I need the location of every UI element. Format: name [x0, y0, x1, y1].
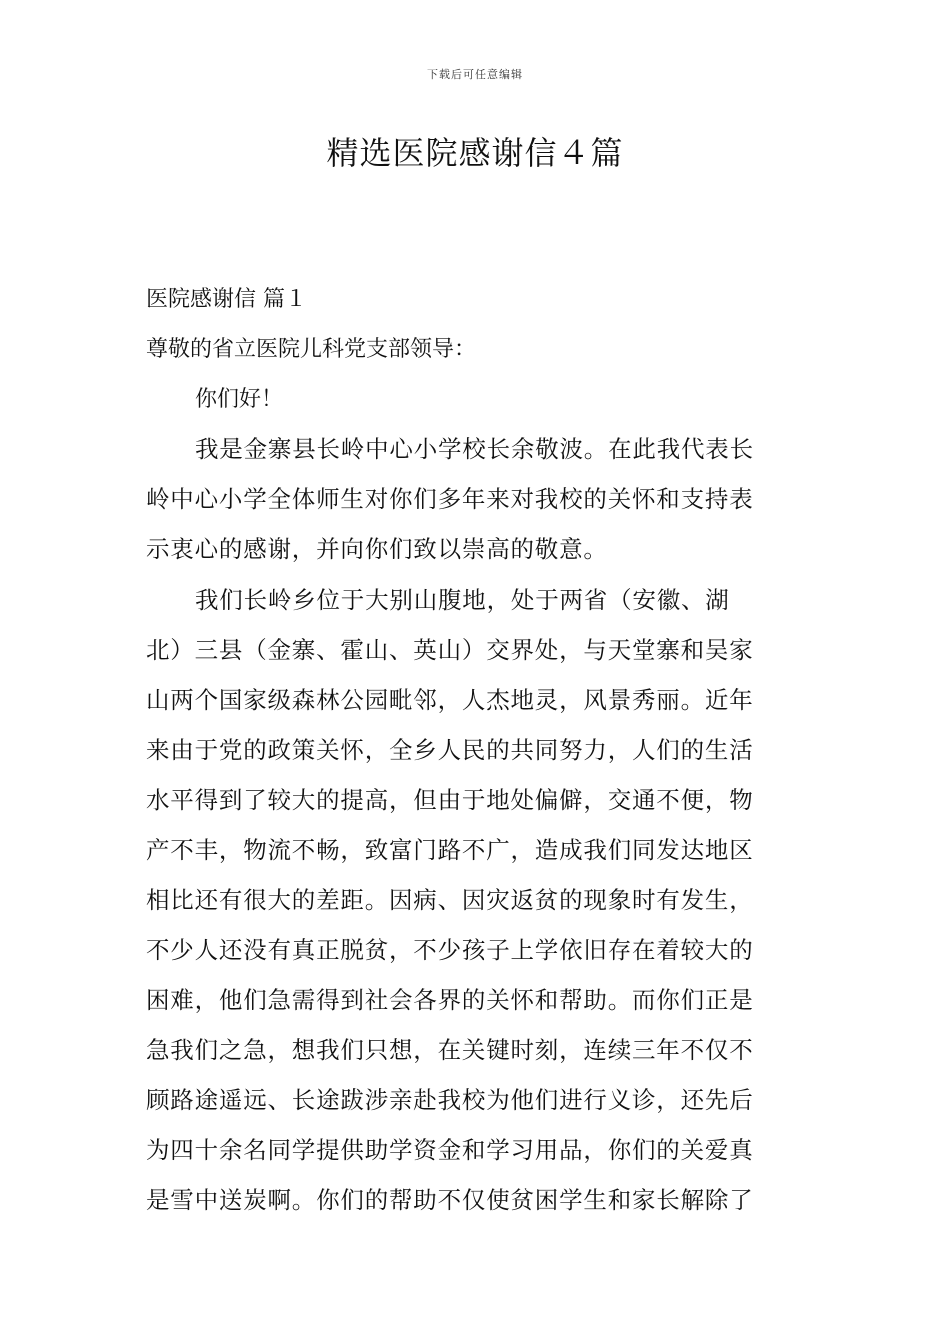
- salutation: 尊敬的省立医院儿科党支部领导：: [146, 337, 477, 362]
- paragraph-line: 山两个国家级森林公园毗邻，人杰地灵，风景秀丽。近年: [146, 686, 754, 714]
- paragraph-2: [146, 575, 806, 1225]
- paragraph-line: 我是金寨县长岭中心小学校长余敬波。在此我代表长: [195, 435, 754, 463]
- header-note: 下载后可任意编辑: [427, 68, 523, 81]
- paragraph-line: 相比还有很大的差距。因病、因灾返贫的现象时有发生，: [146, 886, 754, 914]
- paragraph-line: 顾路途遥远、长途跋涉亲赴我校为他们进行义诊，还先后: [146, 1086, 754, 1114]
- document-title: 精选医院感谢信４篇: [326, 134, 624, 172]
- section-heading: 医院感谢信 篇１: [146, 287, 307, 312]
- paragraph-line: 我们长岭乡位于大别山腹地，处于两省（安徽、湖: [195, 586, 730, 614]
- paragraph-line: 北）三县（金寨、霍山、英山）交界处，与天堂寨和吴家: [146, 636, 754, 664]
- paragraph-line: 岭中心小学全体师生对你们多年来对我校的关怀和支持表: [146, 485, 754, 513]
- paragraph-1: [146, 424, 806, 574]
- paragraph-line: 产不丰，物流不畅，致富门路不广，造成我们同发达地区: [146, 836, 754, 864]
- paragraph-line: 来由于党的政策关怀，全乡人民的共同努力，人们的生活: [146, 736, 754, 764]
- paragraph-line: 水平得到了较大的提高，但由于地处偏僻，交通不便，物: [146, 786, 754, 814]
- paragraph-line: 示衷心的感谢，并向你们致以崇高的敬意。: [146, 535, 608, 563]
- paragraph-line: 不少人还没有真正脱贫，不少孩子上学依旧存在着较大的: [146, 936, 754, 964]
- paragraph-line: 困难，他们急需得到社会各界的关怀和帮助。而你们正是: [146, 986, 754, 1014]
- paragraph-line: 急我们之急，想我们只想，在关键时刻，连续三年不仅不: [146, 1036, 754, 1064]
- paragraph-line: 是雪中送炭啊。你们的帮助不仅使贫困学生和家长解除了: [146, 1186, 754, 1214]
- paragraph-line: 为四十余名同学提供助学资金和学习用品，你们的关爱真: [146, 1136, 754, 1164]
- greeting: 你们好！: [195, 387, 284, 412]
